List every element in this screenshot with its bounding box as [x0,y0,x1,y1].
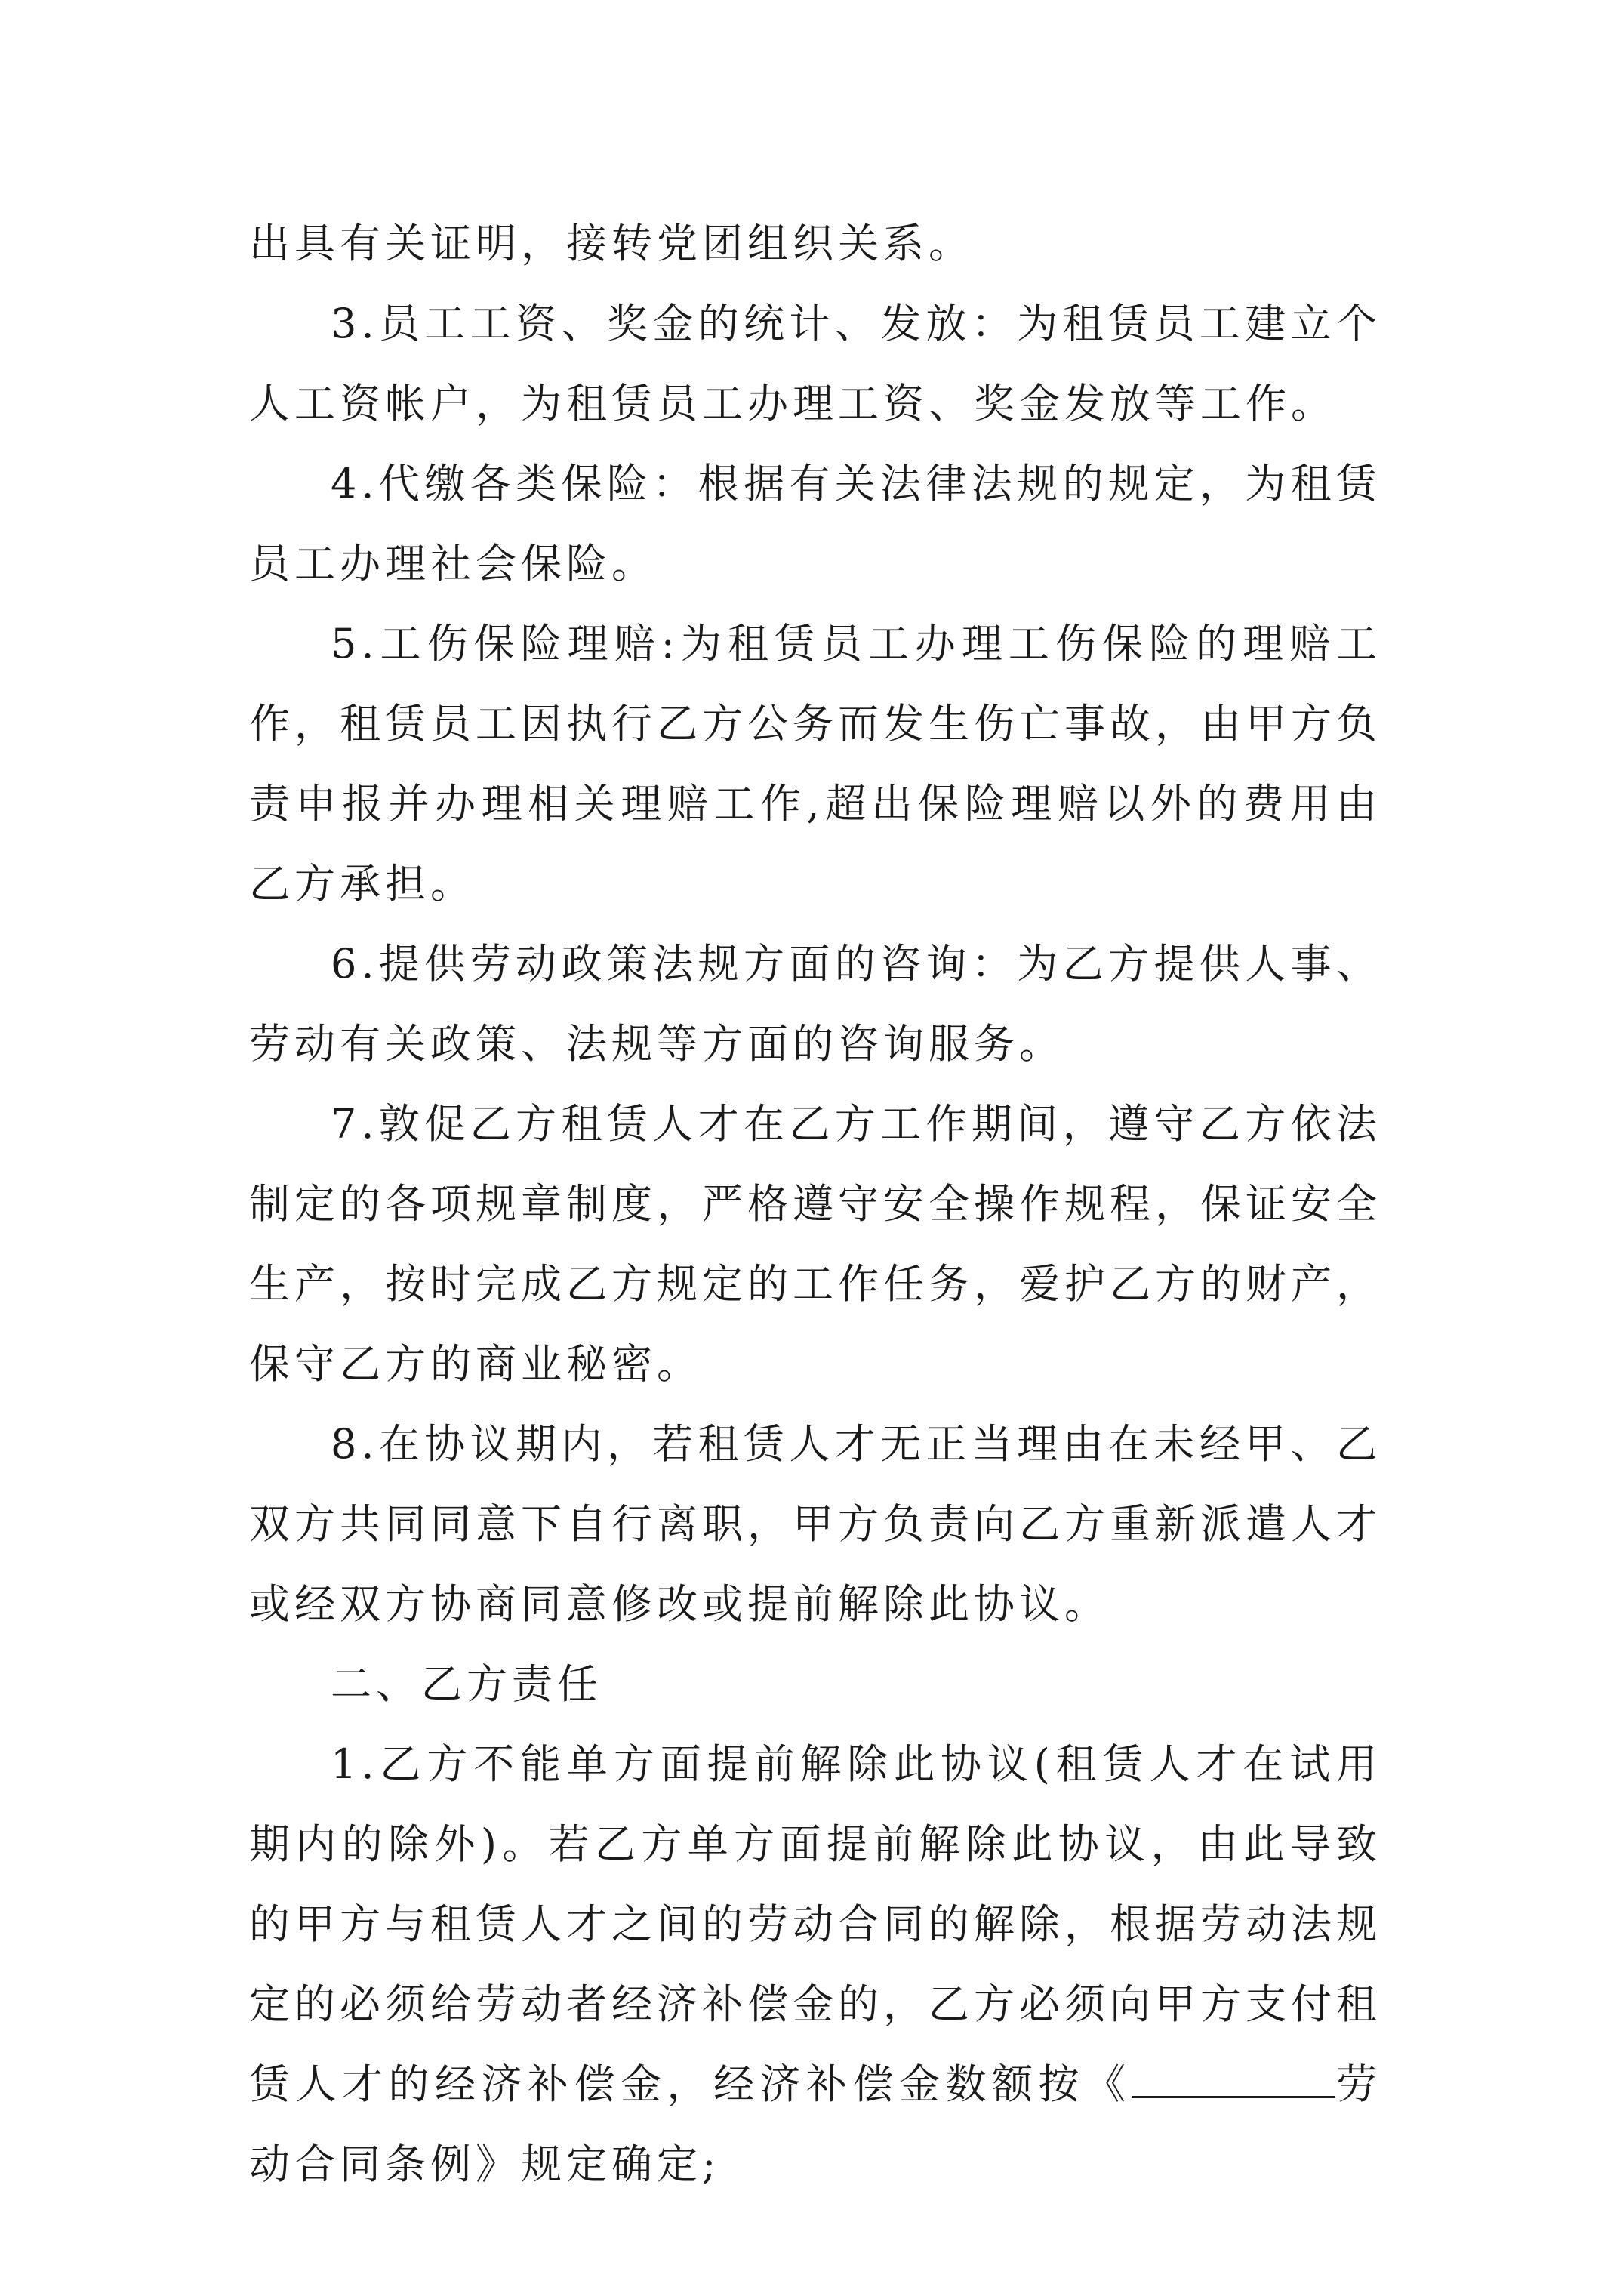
fill-in-blank-line [1132,2051,1335,2098]
document-body [249,204,1381,2205]
paragraph-item-6: 6.提供劳动政策法规方面的咨询：为乙方提供人事、劳动有关政策、法规等方面的咨询服务。 [249,940,1381,1068]
paragraph-party-b-item-1 [249,1724,1381,2205]
paragraph-item-3: 3.员工工资、奖金的统计、发放：为租赁员工建立个人工资帐户，为租赁员工办理工资、奖金发放等工作。 [249,300,1381,427]
paragraph-text-after-blank: 劳动合同条例》规定确定; [249,2060,1381,2188]
paragraph-continuation: 出具有关证明，接转党团组织关系。 [249,220,974,267]
section-heading-party-b: 二、乙方责任 [331,1660,602,1708]
paragraph-text-before-blank: 1.乙方不能单方面提前解除此协议(租赁人才在试用期内的除外)。若乙方单方面提前解除此协议，由此导致的甲方与租赁人才之间的劳动合同的解除，根据劳动法规定的必须给劳动者经济补偿金的，乙方必须向甲方支付租赁人才的经济补偿金，经济补偿金数额按《 [249,1740,1381,2108]
paragraph-item-5: 5.工伤保险理赔:为租赁员工办理工伤保险的理赔工作，租赁员工因执行乙方公务而发生伤亡事故，由甲方负责申报并办理相关理赔工作,超出保险理赔以外的费用由乙方承担。 [249,620,1381,908]
paragraph-item-7: 7.敦促乙方租赁人才在乙方工作期间，遵守乙方依法制定的各项规章制度，严格遵守安全操作规程，保证安全生产，按时完成乙方规定的工作任务，爱护乙方的财产，保守乙方的商业秘密。 [249,1100,1381,1388]
paragraph-item-8: 8.在协议期内，若租赁人才无正当理由在未经甲、乙双方共同同意下自行离职，甲方负责向乙方重新派遣人才或经双方协商同意修改或提前解除此协议。 [249,1420,1381,1628]
paragraph-item-4: 4.代缴各类保险：根据有关法律法规的规定，为租赁员工办理社会保险。 [249,460,1381,587]
